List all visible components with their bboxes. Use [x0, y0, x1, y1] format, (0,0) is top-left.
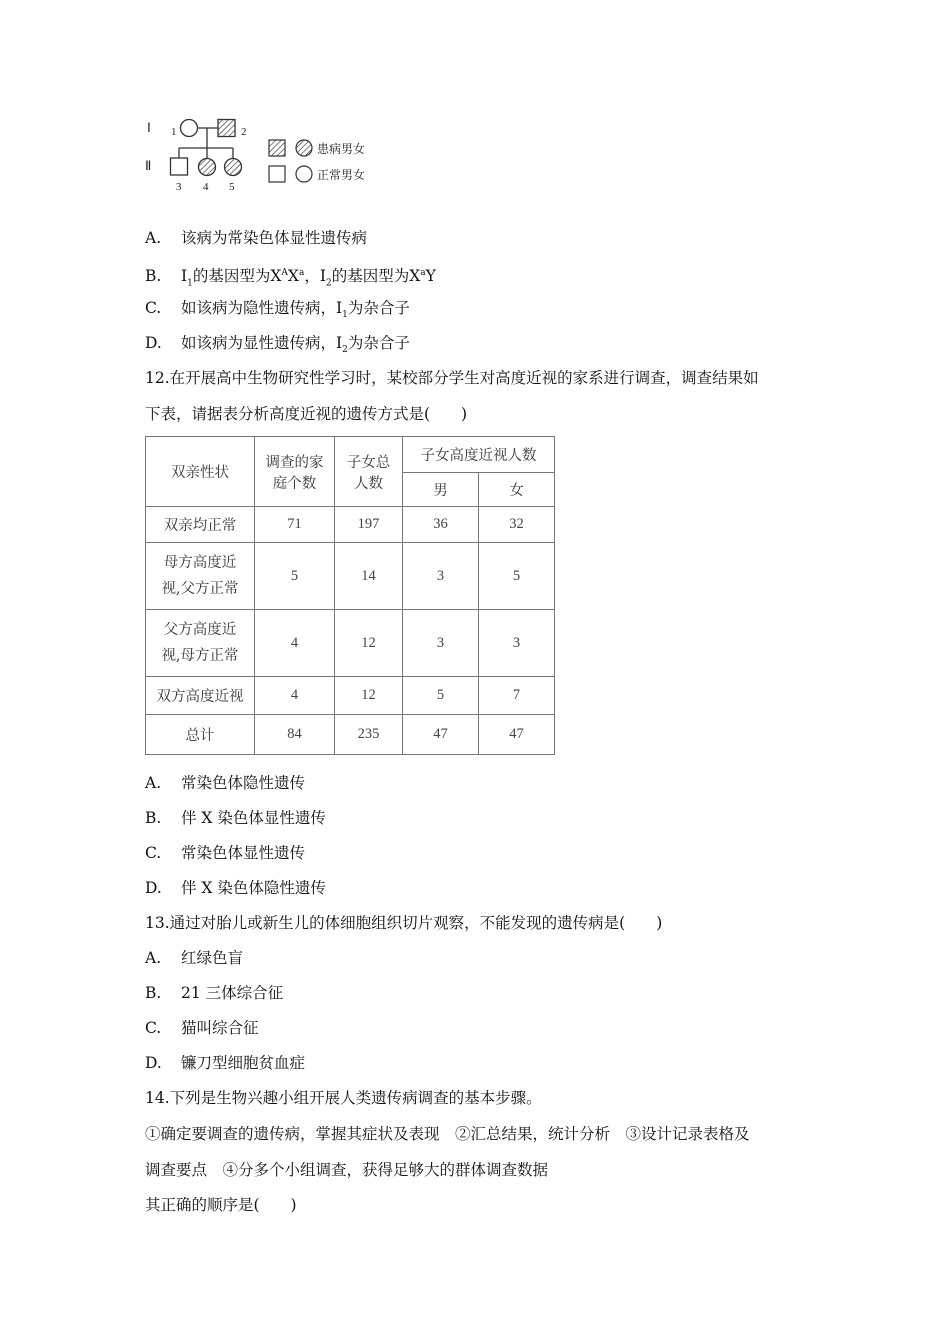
- individual-5-id: 5: [229, 181, 235, 193]
- q12-stem-line-1: 12.在开展高中生物研究性学习时，某校部分学生对高度近视的家系进行调查，调查结果如: [145, 369, 759, 387]
- legend-normal-label: 正常男女: [317, 168, 366, 182]
- q11-option-c: C. 如该病为隐性遗传病，$Ⅰ_1$为杂合子: [145, 299, 410, 321]
- header-myopic-children: 子女高度近视人数: [403, 437, 555, 473]
- legend-normal-male-symbol: [269, 166, 285, 182]
- q14-steps-line-1: ①确定要调查的遗传病，掌握其症状及表现 ②汇总结果，统计分析 ③设计记录表格及: [145, 1125, 750, 1143]
- q13-stem: 13.通过对胎儿或新生儿的体细胞组织切片观察，不能发现的遗传病是( ): [145, 914, 663, 932]
- header-female: 女: [479, 473, 555, 507]
- individual-1-id: 1: [171, 126, 177, 138]
- q14-steps-line-2: 调查要点 ④分多个小组调查，获得足够大的群体调查数据: [145, 1161, 549, 1179]
- legend-normal-female-symbol: [296, 166, 312, 182]
- individual-5-affected-female: [225, 159, 242, 176]
- table-row: 母方高度近 视,父方正常 5 14 3 5: [146, 543, 555, 610]
- q12-option-b: B. 伴 X 染色体显性遗传: [145, 809, 326, 827]
- table-row: 双亲均正常 71 197 36 32: [146, 507, 555, 543]
- table-row-total: 总计 84 235 47 47: [146, 715, 555, 755]
- header-parent-trait: 双亲性状: [146, 437, 255, 507]
- individual-2-affected-male: [218, 120, 235, 137]
- generation-1-label: Ⅰ: [147, 120, 151, 135]
- q12-option-a: A. 常染色体隐性遗传: [145, 774, 306, 792]
- q13-option-c: C. 猫叫综合征: [145, 1019, 259, 1037]
- pedigree-diagram: [145, 112, 385, 198]
- q11-option-a: A. 该病为常染色体显性遗传病: [145, 229, 368, 247]
- individual-3-normal-male: [171, 158, 188, 175]
- legend-affected-male-symbol: [269, 140, 285, 156]
- individual-2-id: 2: [241, 126, 247, 138]
- individual-3-id: 3: [176, 181, 182, 193]
- q12-option-d: D. 伴 X 染色体隐性遗传: [145, 879, 326, 897]
- q12-stem-line-2: 下表，请据表分析高度近视的遗传方式是( ): [145, 405, 468, 423]
- individual-4-id: 4: [203, 181, 209, 193]
- individual-1-normal-female: [181, 120, 198, 137]
- q13-option-d: D. 镰刀型细胞贫血症: [145, 1054, 306, 1072]
- q12-option-c: C. 常染色体显性遗传: [145, 844, 306, 862]
- header-male: 男: [403, 473, 479, 507]
- q13-option-a: A. 红绿色盲: [145, 949, 244, 967]
- survey-table: [145, 436, 555, 755]
- q14-question: 其正确的顺序是( ): [145, 1196, 297, 1214]
- q13-option-b: B. 21 三体综合征: [145, 984, 284, 1002]
- individual-4-affected-female: [199, 159, 216, 176]
- header-family-count: 调查的家 庭个数: [255, 437, 335, 507]
- legend-affected-female-symbol: [296, 140, 312, 156]
- generation-2-label: Ⅱ: [145, 158, 152, 173]
- q11-option-d: D. 如该病为显性遗传病，$Ⅰ_2$为杂合子: [145, 334, 410, 356]
- header-children-total: 子女总 人数: [335, 437, 403, 507]
- q11-option-b: B. $Ⅰ_1$的基因型为$X^AX^a$，$Ⅰ_2$的基因型为$X^aY$: [145, 267, 436, 289]
- legend-affected-label: 患病男女: [317, 142, 366, 156]
- table-row: 父方高度近 视,母方正常 4 12 3 3: [146, 610, 555, 677]
- table-row: 双方高度近视 4 12 5 7: [146, 677, 555, 715]
- q14-stem: 14.下列是生物兴趣小组开展人类遗传病调查的基本步骤。: [145, 1089, 542, 1107]
